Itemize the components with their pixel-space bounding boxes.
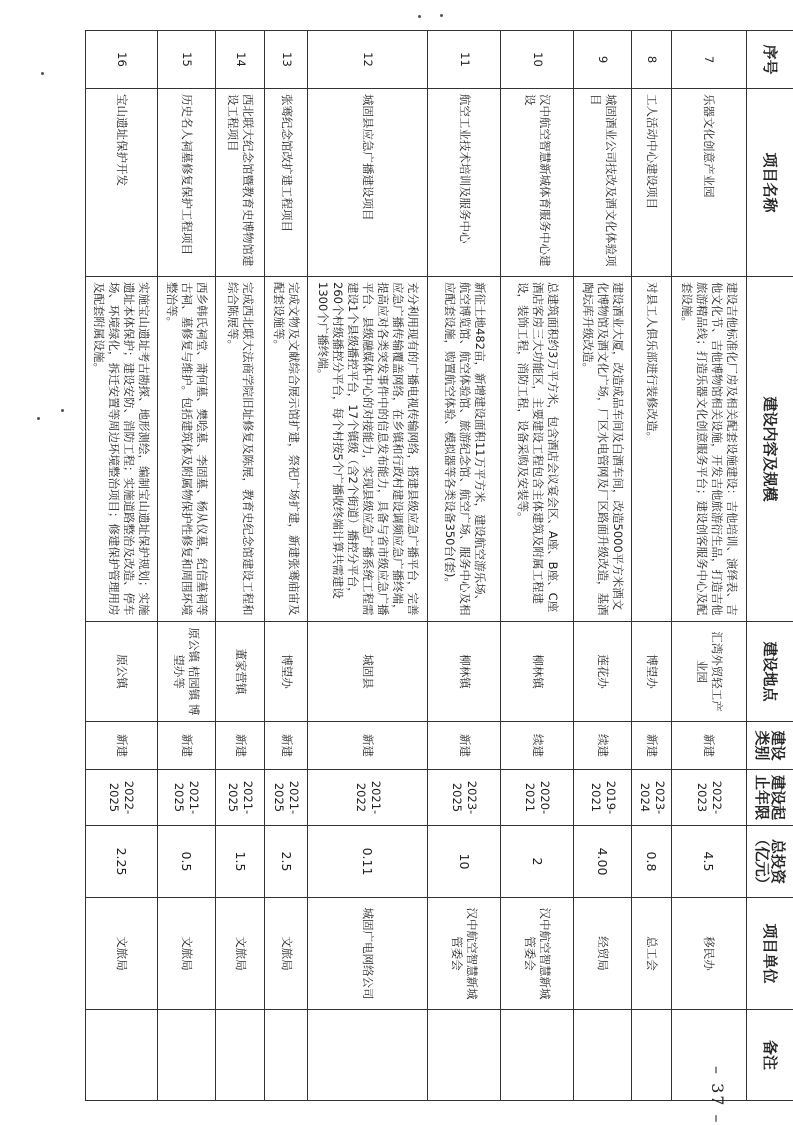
- cell-period: 2021-2025: [215, 770, 264, 826]
- cell-invest: 4.5: [671, 826, 746, 898]
- cell-name: 历史名人祠墓修复保护工程项目: [157, 89, 215, 277]
- cell-period: 2022-2025: [86, 770, 158, 826]
- cell-location: 原公镇 桔园镇 博望办等: [157, 622, 215, 722]
- table-row: [501, 31, 574, 1101]
- cell-content: 实施宝山遗址考古勘探、地形测绘，编制宝山遗址保护规划；实施遗址本体保护；建设安防、消防工程；实施道路整治及改造、停车场、环境绿化，拆迁安置等周边环境整治项目；修建保护管理用房及配套附属设施。: [86, 277, 158, 622]
- cell-note: [308, 1010, 428, 1101]
- scan-speck: [418, 15, 421, 18]
- cell-note: [215, 1010, 264, 1101]
- cell-note: [428, 1010, 501, 1101]
- cell-unit: 汉中航空智慧新城管委会: [501, 898, 574, 1010]
- cell-no: 16: [86, 31, 158, 89]
- scan-speck: [440, 14, 443, 17]
- cell-type: 新建: [215, 722, 264, 770]
- cell-location: 城固县: [308, 622, 428, 722]
- cell-location: 博望办: [632, 622, 672, 722]
- cell-period: 2020-2021: [501, 770, 574, 826]
- header-row: [747, 31, 793, 1101]
- page-number: – 37 –: [657, 1066, 727, 1106]
- cell-type: 新建: [265, 722, 308, 770]
- cell-note: [157, 1010, 215, 1101]
- cell-unit: 城固广电网络公司: [308, 898, 428, 1010]
- cell-invest: 1.5: [215, 826, 264, 898]
- cell-content: 完成西北联大法商学院旧址修复及陈展，教育史纪念馆建设工程和综合陈展等。: [215, 277, 264, 622]
- cell-no: 8: [632, 31, 672, 89]
- table-row: [86, 31, 158, 1101]
- cell-type: 续建: [501, 722, 574, 770]
- cell-location: 柳林镇: [428, 622, 501, 722]
- cell-content: 完成文物及文献综合展示馆扩建，祭祀广场扩建，新建张骞庙宙及配套设施等。: [265, 277, 308, 622]
- cell-period: 2023-2024: [632, 770, 672, 826]
- cell-content: 总建筑面积约3万平方米，包含酒店会议宴会区、A座、B座、C座酒店客房三大功能区，主要建设工程包含主体建筑及附属工程建设，装饰工程，消防工程，设备采购及安装等。: [501, 277, 574, 622]
- cell-content: 新征土地482亩，新增建设面积11万平方米，建设航空游乐场、航空博览馆、航空体验馆、旅游纪念馆、航空广场、服务中心及相应配套设施，购置航空体验、模拟器等各类设备350台(套)。: [428, 277, 501, 622]
- cell-period: 2021-2025: [157, 770, 215, 826]
- table-row: [215, 31, 264, 1101]
- project-table: [85, 30, 793, 1101]
- cell-name: 城固县应急广播建设项目: [308, 89, 428, 277]
- scan-speck: [37, 417, 40, 420]
- cell-no: 7: [671, 31, 746, 89]
- cell-unit: 汉中航空智慧新城管委会: [428, 898, 501, 1010]
- cell-type: 新建: [671, 722, 746, 770]
- cell-type: 新建: [157, 722, 215, 770]
- header-location: 建设地点: [747, 622, 793, 722]
- cell-unit: 文旅局: [86, 898, 158, 1010]
- cell-invest: 4.00: [574, 826, 632, 898]
- cell-name: 航空工业技术培训及服务中心: [428, 89, 501, 277]
- cell-location: 原公镇: [86, 622, 158, 722]
- cell-type: 新建: [86, 722, 158, 770]
- cell-content: 对县工人俱乐部进行装修改造。: [632, 277, 672, 622]
- cell-note: [86, 1010, 158, 1101]
- cell-period: 2021-2022: [308, 770, 428, 826]
- cell-unit: 移民办: [671, 898, 746, 1010]
- cell-location: 博望办: [265, 622, 308, 722]
- cell-period: 2019-2021: [574, 770, 632, 826]
- cell-no: 15: [157, 31, 215, 89]
- cell-type: 新建: [632, 722, 672, 770]
- cell-name: 汉中航空智慧新城体育服务中心建设: [501, 89, 574, 277]
- header-period: 建设起止年限: [747, 770, 793, 826]
- cell-invest: 2.5: [265, 826, 308, 898]
- cell-name: 张骞纪念馆改扩建工程项目: [265, 89, 308, 277]
- cell-location: 董家营镇: [215, 622, 264, 722]
- scan-speck: [41, 72, 44, 75]
- cell-name: 城固酒业公司技改及酒文化体验项目: [574, 89, 632, 277]
- header-unit: 项目单位: [747, 898, 793, 1010]
- cell-no: 12: [308, 31, 428, 89]
- cell-name: 乐器文化创意产业园: [671, 89, 746, 277]
- cell-name: 西北联大纪念馆暨教育史博物馆建设工程项目: [215, 89, 264, 277]
- cell-name: 工人活动中心建设项目: [632, 89, 672, 277]
- table-row: [671, 31, 746, 1101]
- cell-content: 西乡韩氏祠堂、萧何墓、樊哙墓、李固墓、杨从仪墓，纪信墓祠等古祠、墓修复与维护。包括建筑体及附属物保护性修复和周围环境整治等。: [157, 277, 215, 622]
- cell-no: 11: [428, 31, 501, 89]
- table-row: [428, 31, 501, 1101]
- header-name: 项目名称: [747, 89, 793, 277]
- cell-location: 汇湾外贸轻工产业园: [671, 622, 746, 722]
- cell-period: 2022-2023: [671, 770, 746, 826]
- header-content: 建设内容及规模: [747, 277, 793, 622]
- table-row: [265, 31, 308, 1101]
- table-row: [308, 31, 428, 1101]
- cell-invest: 0.5: [157, 826, 215, 898]
- table-row: [574, 31, 632, 1101]
- header-no: 序号: [747, 31, 793, 89]
- header-invest: 总投资（亿元）: [747, 826, 793, 898]
- cell-note: [501, 1010, 574, 1101]
- cell-invest: 0.8: [632, 826, 672, 898]
- cell-no: 14: [215, 31, 264, 89]
- cell-unit: 文旅局: [265, 898, 308, 1010]
- cell-no: 13: [265, 31, 308, 89]
- cell-no: 9: [574, 31, 632, 89]
- cell-invest: 10: [428, 826, 501, 898]
- cell-unit: 经贸局: [574, 898, 632, 1010]
- cell-note: [574, 1010, 632, 1101]
- cell-invest: 2: [501, 826, 574, 898]
- rotated-table-wrapper: [85, 30, 793, 1100]
- cell-content: 充分利用现有的广播电视传输网络，搭建县级应急广播平台，完善应急广播传输覆盖网络，在乡镇和行政村建设调频应急广播终端，提高应对各类突发事件中的信息发布能力，具备与省市级应急广播平台、县级融媒体中心的对接能力，实现县级应急广播系统工程需建设1个县级播控平台，17个镇级（含2个街道）播控分平台，260个村级播控分平台，每个村按5个广播收终端计算共需建设1300个广播终端。: [308, 277, 428, 622]
- cell-content: 建设吉他标准化厂房及相关配套设施建设：吉他培训、演绎表、吉他文化节、吉他博物馆相关设施，开发吉他旅游衍生品，打造吉他旅游精品线；打造乐器文化创意服务平台；建设创客服务中心及配套设施。: [671, 277, 746, 622]
- cell-unit: 总工会: [632, 898, 672, 1010]
- cell-period: 2023-2025: [428, 770, 501, 826]
- header-type: 建设类别: [747, 722, 793, 770]
- table-row: [157, 31, 215, 1101]
- scan-speck: [61, 409, 64, 412]
- table-row: [632, 31, 672, 1101]
- cell-location: 莲花办: [574, 622, 632, 722]
- cell-type: 新建: [308, 722, 428, 770]
- cell-type: 新建: [428, 722, 501, 770]
- cell-period: 2021-2025: [265, 770, 308, 826]
- cell-invest: 0.11: [308, 826, 428, 898]
- cell-note: [265, 1010, 308, 1101]
- header-note: 备注: [747, 1010, 793, 1101]
- cell-no: 10: [501, 31, 574, 89]
- cell-unit: 文旅局: [215, 898, 264, 1010]
- cell-unit: 文旅局: [157, 898, 215, 1010]
- cell-name: 宝山遗址保护开发: [86, 89, 158, 277]
- cell-location: 柳林镇: [501, 622, 574, 722]
- cell-content: 建设酒业大厦，改造成品车间及白酒车间，改造5000平方米酒文化博物馆及酒文化广场，厂区水电管网及厂区路面升级改造，基酒陶坛库升级改造。: [574, 277, 632, 622]
- cell-invest: 2.25: [86, 826, 158, 898]
- cell-type: 续建: [574, 722, 632, 770]
